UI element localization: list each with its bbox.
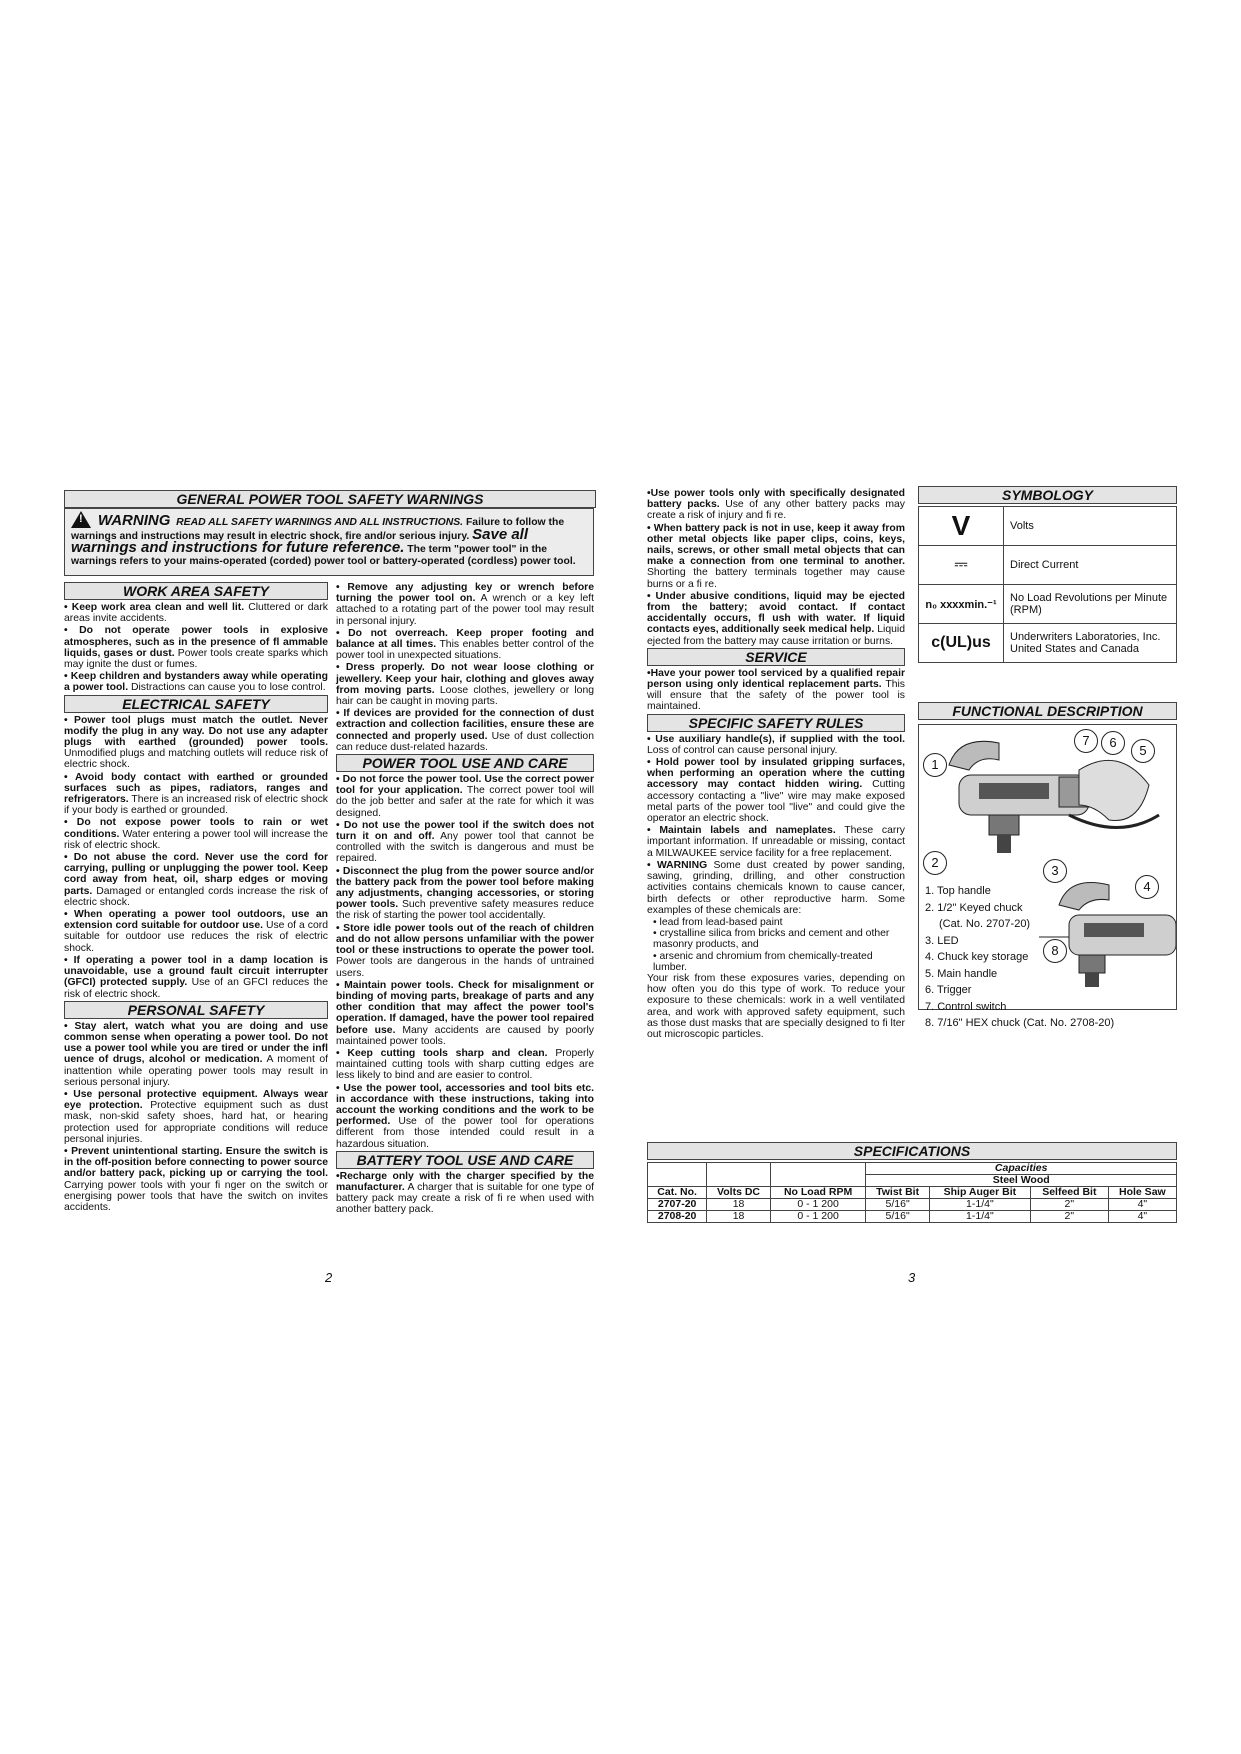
symbol-text: Volts — [1004, 507, 1177, 546]
spec-header: Hole Saw — [1108, 1187, 1176, 1199]
specifications-section — [647, 1142, 1177, 1223]
callout-6: 6 — [1101, 731, 1125, 755]
specific-item: • Use auxiliary handle(s), if supplied with the tool. Loss of control can cause personal injury. — [647, 733, 905, 756]
spec-header: Volts DC — [707, 1187, 771, 1199]
col3-item: • Under abusive conditions, liquid may be ejected from the battery; avoid contact. If contact accidentally occurs, ﬂ ush with water. If liquid contacts eyes, additionally seek medical help. Liquid ejected from the battery may cause irritation or burns. — [647, 590, 905, 647]
col2-item: • Remove any adjusting key or wrench before turning the power tool on. A wrench or a key left attached to a rotating part of the power tool may result in personal injury. — [336, 582, 594, 627]
personal-title: PERSONAL SAFETY — [64, 1001, 328, 1019]
warning-box: ! WARNING READ ALL SAFETY WARNINGS AND ALL INSTRUCTIONS. Failure to follow the warnings and instructions may result in electric shock, ﬁre and/or serious injury. Save all warnings and instructions for future reference. The term "power tool" in the warnings refers to your mains-operated (corded) power tool or battery-operated (cordless) power tool. — [64, 508, 594, 576]
use-care-item: • Use the power tool, accessories and tool bits etc. in accordance with these instructions, taking into account the working conditions and the work to be performed. Use of the power tool for operations different from those intended could result in a hazardous situation. — [336, 1082, 594, 1150]
spec-header: Ship Auger Bit — [929, 1187, 1030, 1199]
column-2 — [336, 582, 594, 1217]
work-area-item: • Keep work area clean and well lit. Cluttered or dark areas invite accidents. — [64, 602, 328, 625]
spec-cell: 1-1/4" — [929, 1199, 1030, 1211]
spec-header: Selfeed Bit — [1030, 1187, 1108, 1199]
chem-tail: Your risk from these exposures varies, depending on how often you do this type of work. To reduce your exposure to these chemicals: work in a well ventilated area, and work with approved safety equipment, such as those dust masks that are specially designed to ﬁ lter out microscopic particles. — [647, 972, 905, 1040]
callout-4: 4 — [1135, 875, 1159, 899]
callout-5: 5 — [1131, 739, 1155, 763]
symbol-glyph: ⎓ — [919, 546, 1004, 585]
service-item: •Have your power tool serviced by a qualiﬁed repair person using only identical replacement parts. This will ensure that the safety of the power tool is maintained. — [647, 667, 905, 713]
work-area-title: WORK AREA SAFETY — [64, 582, 328, 600]
use-care-item: • Store idle power tools out of the reach of children and do not allow persons unfamiliar with the power tool or these instructions to operate the power tool. Power tools are dangerous in the hands of untrained users. — [336, 922, 594, 979]
specific-item: • Maintain labels and nameplates. These carry important information. If unreadable or missing, contact a MILWAUKEE service facility for a free replacement. — [647, 825, 905, 859]
spec-cell: 1-1/4" — [929, 1211, 1030, 1223]
steel-wood-label: Steel Wood — [866, 1175, 1177, 1187]
spec-cell: 2" — [1030, 1199, 1108, 1211]
use-care-item: • Do not force the power tool. Use the correct power tool for your application. The correct power tool will do the job better and safer at the rate for which it was designed. — [336, 774, 594, 819]
use-care-title: POWER TOOL USE AND CARE — [336, 754, 594, 772]
symbology-section — [918, 486, 1177, 663]
spec-cell: 4" — [1108, 1211, 1176, 1223]
functional-item: 4. Chuck key storage — [925, 951, 1029, 963]
specific-item: • Hold power tool by insulated gripping surfaces, when performing an operation where the cutting accessory may contact hidden wiring. Cutting accessory contacting a "live" wire may make exposed metal parts of the power tool "live" and could give the operator an electric shock. — [647, 757, 906, 825]
electrical-item: • If operating a power tool in a damp location is unavoidable, use a ground fault circuit interrupter (GFCI) protected supply. Use of an GFCI reduces the risk of electric shock. — [64, 954, 328, 1000]
functional-item: (Cat. No. 2707-20) — [939, 918, 1031, 930]
electrical-item: • Avoid body contact with earthed or grounded surfaces such as pipes, radiators, ranges and refrigerators. There is an increased risk of electric shock if your body is earthed or grounded. — [64, 771, 328, 817]
functional-section — [918, 702, 1177, 1029]
chem-list-item: • lead from lead-based paint — [653, 916, 783, 928]
spec-cell: 18 — [707, 1199, 771, 1211]
spec-cell: 0 - 1 200 — [770, 1199, 866, 1211]
callout-8: 8 — [1043, 939, 1067, 963]
specifications-table — [647, 1162, 1177, 1223]
battery-item: •Recharge only with the charger speciﬁed by the manufacturer. A charger that is suitable for one type of battery pack may create a risk of ﬁ re when used with another battery pack. — [336, 1170, 594, 1216]
symbol-row — [919, 624, 1177, 663]
functional-item: 7. Control switch — [925, 1000, 1007, 1013]
work-area-item: • Do not operate power tools in explosive atmospheres, such as in the presence of ﬂ ammable liquids, gases or dust. Power tools create sparks which may ignite the dust or fumes. — [64, 625, 328, 671]
electrical-item: • Do not abuse the cord. Never use the cord for carrying, pulling or unplugging the power tool. Keep cord away from heat, oil, sharp edges or moving parts. Damaged or entangled cords increase the risk of electric shock. — [64, 852, 328, 908]
column-1 — [64, 582, 328, 1214]
electrical-item: • Do not expose power tools to rain or wet conditions. Water entering a power tool will increase the risk of electric shock. — [64, 817, 328, 851]
symbol-glyph: V — [919, 507, 1004, 546]
symbology-title: SYMBOLOGY — [918, 486, 1177, 504]
symbol-glyph: c(UL)us — [919, 624, 1004, 663]
functional-item: 1. Top handle — [925, 885, 991, 897]
col2-item: • If devices are provided for the connection of dust extraction and collection facilities, ensure these are connected and properly used. Use of dust collection can reduce dust-related hazards. — [336, 708, 594, 753]
specific-title: SPECIFIC SAFETY RULES — [647, 714, 905, 732]
col3-item: • When battery pack is not in use, keep it away from other metal objects like paper clips, coins, keys, nails, screws, or other small metal objects that can make a connection from one terminal to another. Shorting the battery terminals together may cause burns or a ﬁ re. — [647, 522, 905, 590]
personal-item: • Prevent unintentional starting. Ensure the switch is in the off-position before connecting to power source and/or battery pack, picking up or carrying the tool. Carrying power tools with your ﬁ nger on the switch or energising power tools that have the switch on invites accidents. — [64, 1145, 328, 1213]
electrical-title: ELECTRICAL SAFETY — [64, 695, 328, 713]
functional-list — [925, 883, 1165, 1032]
functional-item: 8. 7/16" HEX chuck (Cat. No. 2708-20) — [925, 1017, 1115, 1029]
use-care-item: • Keep cutting tools sharp and clean. Properly maintained cutting tools with sharp cutting edges are less likely to bind and are easier to control. — [336, 1047, 595, 1082]
spec-cell: 5/16" — [866, 1211, 930, 1223]
page-number-right: 3 — [908, 1270, 916, 1285]
personal-item: • Use personal protective equipment. Always wear eye protection. Protective equipment such as dust mask, non-skid safety shoes, hard hat, or hearing protection used for appropriate conditions will reduce personal injuries. — [64, 1088, 328, 1145]
spec-cell: 5/16" — [866, 1199, 930, 1211]
symbol-text: No Load Revolutions per Minute (RPM) — [1004, 585, 1177, 624]
chem-list-item: • arsenic and chromium from chemically-treated lumber. — [653, 950, 873, 973]
work-area-item: • Keep children and bystanders away while operating a power tool. Distractions can cause you to lose control. — [64, 671, 328, 694]
symbol-text: Direct Current — [1004, 546, 1177, 585]
battery-title: BATTERY TOOL USE AND CARE — [336, 1151, 594, 1169]
callout-7: 7 — [1074, 729, 1098, 753]
spec-header: Twist Bit — [866, 1187, 930, 1199]
spec-row — [648, 1211, 1177, 1223]
symbol-row — [919, 507, 1177, 546]
spec-header: Cat. No. — [648, 1187, 707, 1199]
col2-item: • Do not overreach. Keep proper footing and balance at all times. This enables better control of the power tool in unexpected situations. — [336, 627, 594, 662]
use-care-item: • Do not use the power tool if the switch does not turn it on and off. Any power tool that cannot be controlled with the switch is dangerous and must be repaired. — [336, 819, 594, 865]
specifications-title: SPECIFICATIONS — [647, 1142, 1177, 1160]
spec-row — [648, 1199, 1177, 1211]
functional-item: 3. LED — [925, 934, 959, 947]
callout-2: 2 — [923, 851, 947, 875]
use-care-item: • Disconnect the plug from the power source and/or the battery pack from the power tool before making any adjustments, changing accessories, or storing power tools. Such preventive safety measures reduce the risk of starting the power tool accidentally. — [336, 865, 594, 922]
general-warnings-title: GENERAL POWER TOOL SAFETY WARNINGS — [64, 490, 596, 508]
spec-cell: 4" — [1108, 1199, 1176, 1211]
electrical-item: • Power tool plugs must match the outlet. Never modify the plug in any way. Do not use any adapter plugs with earthed (grounded) power tools. Unmodiﬁed plugs and matching outlets will reduce risk of electric shock. — [64, 714, 328, 771]
page-number-left: 2 — [325, 1270, 333, 1285]
spec-cell: 0 - 1 200 — [770, 1211, 866, 1223]
column-3 — [647, 488, 905, 1041]
service-title: SERVICE — [647, 648, 905, 666]
symbol-glyph: n₀ xxxxmin.⁻¹ — [919, 585, 1004, 624]
callout-1: 1 — [923, 753, 947, 777]
capacities-label: Capacities — [866, 1163, 1177, 1175]
spec-cell: 2707-20 — [648, 1199, 707, 1211]
spec-cell: 2" — [1030, 1211, 1108, 1223]
specific-item: • WARNING Some dust created by power sanding, sawing, grinding, drilling, and other construction activities contains chemicals known to cause cancer, birth defects or other reproductive harm. Some examples of these chemicals are: — [647, 859, 905, 916]
functional-figure — [918, 724, 1177, 1029]
symbol-row — [919, 585, 1177, 624]
col2-item: • Dress properly. Do not wear loose clothing or jewellery. Keep your hair, clothing and gloves away from moving parts. Loose clothes, jewellery or long hair can be caught in moving parts. — [336, 662, 594, 708]
symbology-table — [918, 506, 1177, 663]
symbol-text: Underwriters Laboratories, Inc. United States and Canada — [1004, 624, 1177, 663]
use-care-item: • Maintain power tools. Check for misalignment or binding of moving parts, breakage of parts and any other condition that may affect the power tool's operation. If damaged, have the power tool repaired before use. Many accidents are caused by poorly maintained power tools. — [336, 979, 594, 1047]
spec-cell: 2708-20 — [648, 1211, 707, 1223]
symbol-row — [919, 546, 1177, 585]
col3-item: •Use power tools only with speciﬁcally designated battery packs. Use of any other battery packs may create a risk of injury and ﬁ re. — [647, 488, 905, 522]
spec-cell: 18 — [707, 1211, 771, 1223]
spec-header: No Load RPM — [770, 1187, 866, 1199]
functional-item: 5. Main handle — [925, 967, 998, 980]
chem-list-item: • crystalline silica from bricks and cement and other masonry products, and — [653, 928, 890, 951]
callout-3: 3 — [1043, 859, 1067, 883]
functional-item: 6. Trigger — [925, 984, 972, 996]
electrical-item: • When operating a power tool outdoors, use an extension cord suitable for outdoor use. Use of a cord suitable for outdoor use reduces the risk of electric shock. — [64, 909, 328, 954]
functional-title: FUNCTIONAL DESCRIPTION — [918, 702, 1177, 720]
functional-item: 2. 1/2" Keyed chuck — [925, 901, 1023, 914]
warning-triangle-icon: ! — [71, 511, 91, 528]
personal-item: • Stay alert, watch what you are doing and use common sense when operating a power tool. Do not use a power tool while you are tired or under the inﬂ uence of drugs, alcohol or medication. A moment of inattention while operating power tools may result in serious personal injury. — [64, 1020, 328, 1088]
